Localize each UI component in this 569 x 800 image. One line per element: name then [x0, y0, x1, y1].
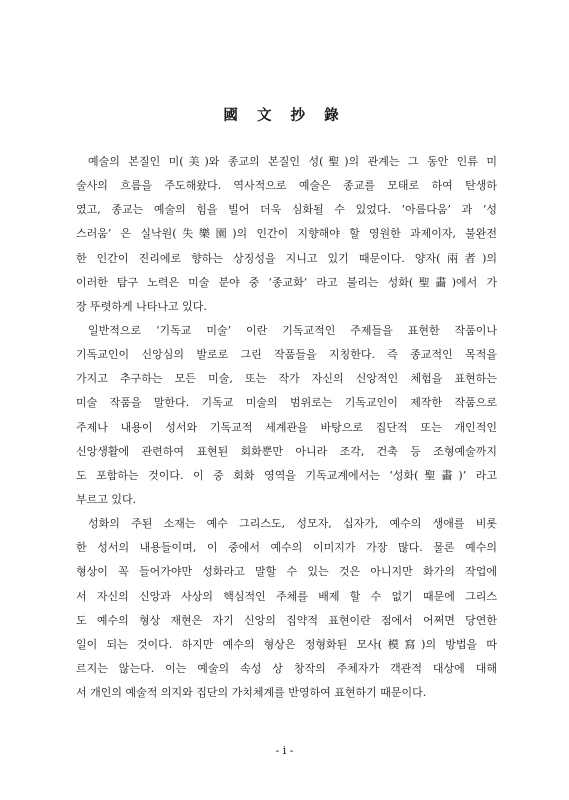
text-line: 술사의 흐름을 주도해왔다. 역사적으로 예술은 종교를 모태로 하여 탄생하: [76, 179, 497, 193]
paragraph-3: [76, 512, 497, 705]
text-line: 형상이 꼭 들어가야만 성화라고 말할 수 있는 것은 아니지만 화가의 작업에: [76, 565, 497, 579]
text-line: 기독교인이 신앙심의 발로로 그린 작품들을 지칭한다. 즉 종교적인 목적을: [76, 348, 497, 362]
text-line: 일반적으로 ‘기독교 미술’ 이란 기독교적인 주제들을 표현한 작품이나: [88, 323, 497, 337]
text-line: 서 자신의 신앙과 사상의 핵심적인 주체를 배제 할 수 없기 때문에 그리스: [76, 589, 497, 603]
text-line: 도 예수의 형상 재현은 자기 신앙의 집약적 표현이란 점에서 어쩌면 당연한: [76, 613, 497, 627]
text-line: 르지는 않는다. 이는 예술의 속성 상 창작의 주체자가 객관적 대상에 대해: [76, 661, 497, 675]
text-line: 한 인간이 진리에로 향하는 상징성을 지니고 있기 때문이다. 양자(兩者)의: [76, 251, 497, 265]
text-line: 주제나 내용이 성서와 기독교적 세계관을 바탕으로 집단적 또는 개인적인: [76, 420, 497, 434]
text-line: 스러움’ 은 실낙원(失樂園)의 인간이 지향해야 할 영원한 과제이자, 불완전: [76, 227, 497, 241]
text-line: 미술 작품을 말한다. 기독교 미술의 범위로는 기독교인이 제작한 작품으로: [76, 396, 497, 410]
paragraph-1: [76, 150, 497, 319]
text-line: 부르고 있다.: [76, 492, 137, 506]
text-line: 가지고 추구하는 모든 미술, 또는 작가 자신의 신앙적인 체험을 표현하는: [76, 372, 497, 386]
page-title: 國 文 抄 錄: [223, 107, 346, 124]
page-number: - i -: [275, 744, 294, 757]
text-line: 일이 되는 것이다. 하지만 예수의 형상은 정형화된 모사(模寫)의 방법을 따: [76, 637, 497, 651]
text-line: 예술의 본질인 미(美)와 종교의 본질인 성(聖)의 관계는 그 동안 인류 미: [88, 155, 497, 168]
text-line: 성화의 주된 소재는 예수 그리스도, 성모자, 십자가, 예수의 생애를 비롯: [88, 517, 497, 531]
text-line: 한 성서의 내용들이며, 이 중에서 예수의 이미지가 가장 많다. 물론 예수의: [76, 541, 497, 555]
text-line: 서 개인의 예술적 의지와 집단의 가치체계를 반영하여 표현하기 때문이다.: [76, 686, 427, 700]
body-text: [76, 150, 497, 705]
text-line: 도 포함하는 것이다. 이 중 회화 영역을 기독교계에서는 ‘성화(聖畵)’ 라고: [76, 468, 497, 482]
text-line: 였고, 종교는 예술의 힘을 빌어 더욱 심화될 수 있었다. ‘아름다움’ 과 ‘성: [76, 203, 497, 217]
text-line: 이러한 탐구 노력은 미술 분야 중 ‘종교화’ 라고 불리는 성화(聖畵)에서 가: [76, 275, 497, 289]
text-line: 장 뚜렷하게 나타나고 있다.: [76, 299, 207, 313]
paragraph-2: [76, 319, 497, 512]
text-line: 신앙생활에 관련하여 표현된 회화뿐만 아니라 조각, 건축 등 조형예술까지: [76, 444, 497, 458]
